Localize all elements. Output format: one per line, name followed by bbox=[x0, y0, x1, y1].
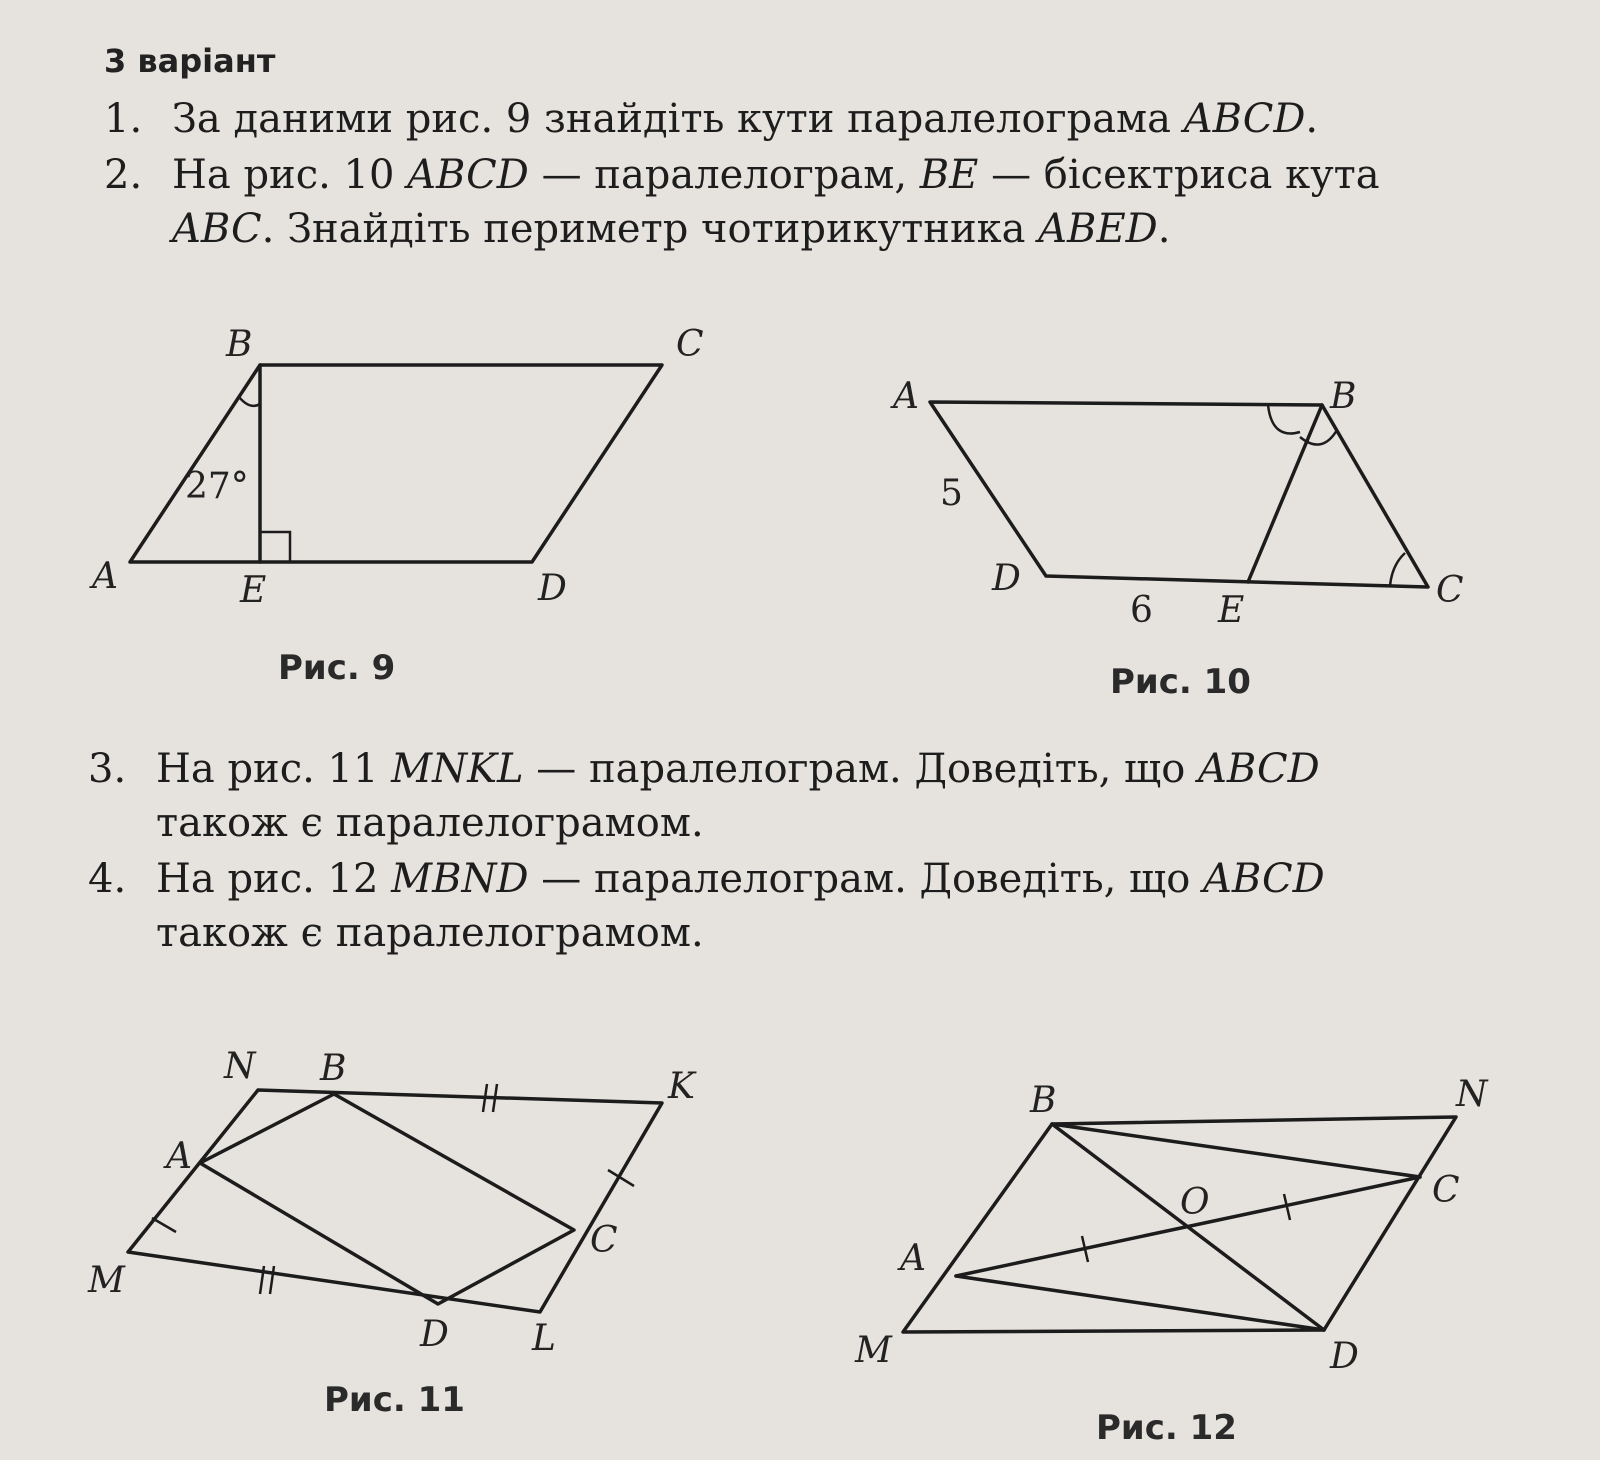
task-math: BE bbox=[919, 152, 979, 198]
vertex-e-label: E bbox=[1218, 590, 1245, 631]
angle-arc-2 bbox=[1300, 430, 1337, 445]
vertex-k-label: K bbox=[668, 1066, 695, 1107]
angle-arc-1 bbox=[1268, 405, 1300, 433]
vertex-n-label: N bbox=[224, 1046, 256, 1087]
vertex-b-label: B bbox=[320, 1048, 347, 1089]
vertex-a-label: A bbox=[92, 556, 118, 597]
vertex-l-label: L bbox=[532, 1318, 556, 1359]
task-text: — паралелограм. Доведіть, що bbox=[528, 856, 1204, 902]
vertex-a-label: A bbox=[893, 376, 919, 417]
task-text: На рис. 10 bbox=[172, 152, 408, 198]
vertex-n-label: N bbox=[1456, 1074, 1488, 1115]
task-math: ABCD bbox=[407, 152, 529, 198]
task-math: MBND bbox=[391, 856, 529, 902]
vertex-d-label: D bbox=[992, 558, 1021, 599]
side-de-label: 6 bbox=[1130, 590, 1153, 631]
figure-10 bbox=[890, 376, 1464, 631]
vertex-e-label: E bbox=[240, 570, 267, 611]
task-number: 4. bbox=[88, 856, 127, 902]
side-ad bbox=[956, 1276, 1324, 1330]
vertex-b-label: B bbox=[1330, 376, 1357, 417]
task-math: ABED bbox=[1038, 206, 1158, 252]
figure-9 bbox=[89, 324, 704, 611]
parallelogram-abcd bbox=[130, 365, 662, 562]
vertex-m-label: M bbox=[88, 1260, 125, 1301]
task-text: також є паралелограмом. bbox=[156, 910, 704, 956]
vertex-a-label: A bbox=[900, 1238, 926, 1279]
task-text: . bbox=[1305, 96, 1319, 142]
figure-10-caption: Рис. 10 bbox=[1110, 662, 1251, 702]
angle-label: 27° bbox=[185, 466, 249, 507]
side-ad-label: 5 bbox=[940, 473, 963, 514]
vertex-c-label: C bbox=[1432, 1170, 1460, 1211]
side-bc bbox=[1052, 1124, 1420, 1177]
task-text: На рис. 12 bbox=[156, 856, 392, 902]
vertex-c-label: C bbox=[590, 1220, 618, 1261]
vertex-c-label: C bbox=[1436, 570, 1464, 611]
vertex-b-label: B bbox=[226, 324, 253, 365]
figure-12-caption: Рис. 12 bbox=[1096, 1408, 1237, 1448]
vertex-d-label: D bbox=[538, 568, 567, 609]
right-angle-mark bbox=[260, 532, 290, 562]
task-number: 2. bbox=[104, 152, 143, 198]
task-math: ABC bbox=[172, 206, 262, 252]
vertex-o-label: O bbox=[1180, 1182, 1210, 1223]
task-number: 1. bbox=[104, 96, 143, 142]
tick-mark bbox=[270, 1266, 274, 1294]
task-text: За даними рис. 9 знайдіть кути паралелограма bbox=[172, 96, 1184, 142]
task-number: 3. bbox=[88, 746, 127, 792]
vertex-m-label: M bbox=[855, 1330, 892, 1371]
vertex-a-label: A bbox=[166, 1136, 192, 1177]
vertex-d-label: D bbox=[1330, 1336, 1359, 1377]
task-math: ABCD bbox=[1183, 96, 1306, 142]
figure-9-caption: Рис. 9 bbox=[278, 648, 396, 688]
quadrilateral-abcd bbox=[200, 1094, 574, 1304]
task-math: ABCD bbox=[1198, 746, 1320, 792]
task-math: MNKL bbox=[391, 746, 524, 792]
variant-heading: 3 варіант bbox=[104, 42, 276, 80]
vertex-b-label: B bbox=[1030, 1080, 1057, 1121]
figure-12 bbox=[854, 1074, 1489, 1377]
task-text: — бісектриса кута bbox=[978, 152, 1380, 198]
task-text: . bbox=[1157, 206, 1171, 252]
vertex-d-label: D bbox=[420, 1314, 449, 1355]
task-text: На рис. 11 bbox=[156, 746, 392, 792]
tick-mark bbox=[152, 1218, 176, 1232]
figure-11 bbox=[87, 1046, 697, 1359]
figure-11-caption: Рис. 11 bbox=[324, 1380, 465, 1420]
task-text: — паралелограм, bbox=[528, 152, 920, 198]
angle-arc bbox=[239, 397, 260, 406]
parallelogram-mbnd bbox=[903, 1117, 1456, 1332]
task-text: . Знайдіть периметр чотирикутника bbox=[261, 206, 1039, 252]
task-math: ABCD bbox=[1203, 856, 1325, 902]
task-text: також є паралелограмом. bbox=[156, 800, 704, 846]
vertex-c-label: C bbox=[676, 324, 704, 365]
angle-arc-c bbox=[1390, 553, 1405, 586]
task-text: — паралелограм. Доведіть, що bbox=[523, 746, 1199, 792]
